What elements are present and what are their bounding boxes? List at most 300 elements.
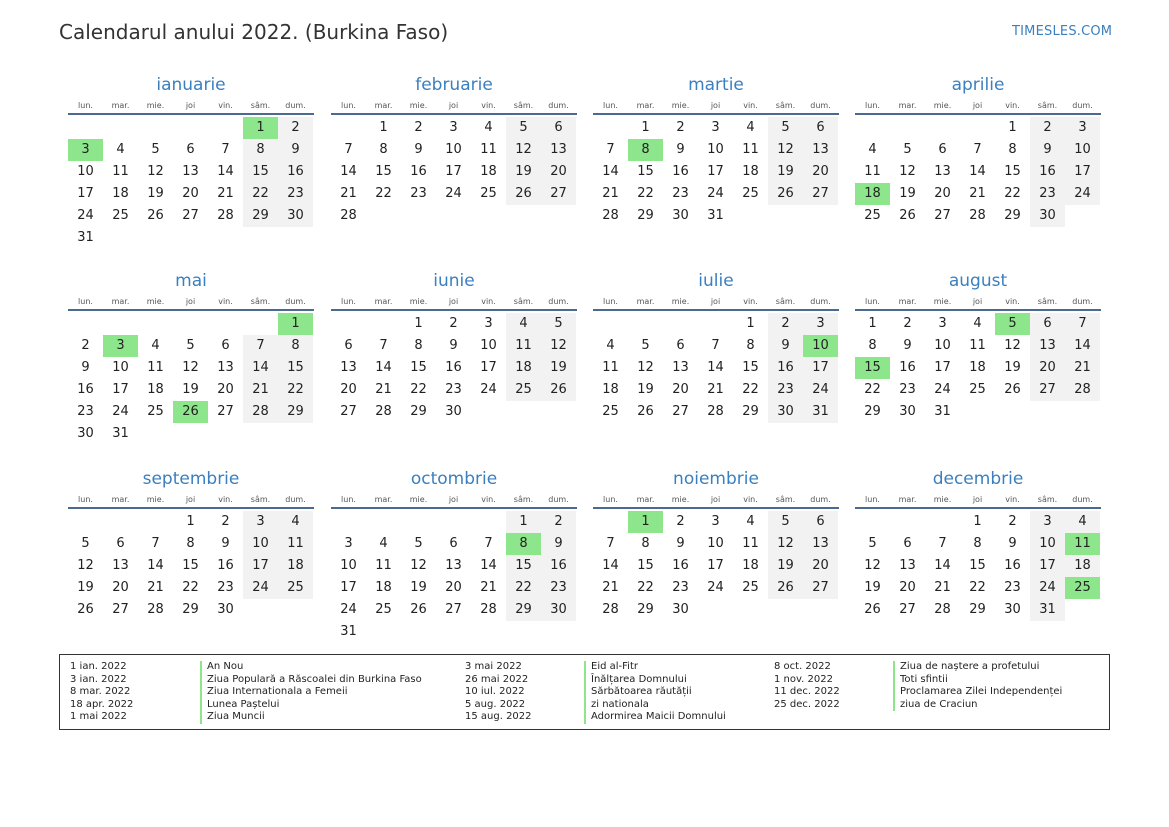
empty-cell (890, 511, 925, 533)
empty-cell (173, 313, 208, 335)
day-cell: 25 (278, 577, 313, 599)
weekday-label: joi (972, 101, 983, 110)
day-cell: 21 (1065, 357, 1100, 379)
weekday-label: sâm. (513, 101, 534, 110)
empty-cell (960, 117, 995, 139)
weekday-header (855, 294, 1101, 311)
day-cell: 27 (899, 602, 916, 617)
day-cell: 22 (742, 382, 759, 397)
day-cell: 4 (506, 313, 541, 335)
day-cell: 21 (602, 186, 619, 201)
month-noiembrie (593, 466, 839, 621)
weekday-label: lun. (78, 101, 93, 110)
weekday-label: vin. (743, 495, 758, 504)
weekday-label: mie. (409, 495, 428, 504)
weekday-label: sâm. (513, 495, 534, 504)
day-cell: 16 (672, 558, 689, 573)
day-cell: 27 (217, 404, 234, 419)
day-cell: 4 (606, 338, 615, 353)
day-cell: 20 (1030, 357, 1065, 379)
holiday-day: 8 (506, 533, 541, 555)
day-cell: 8 (1008, 142, 1017, 157)
day-cell: 3 (938, 316, 947, 331)
day-cell: 11 (506, 335, 541, 357)
day-cell: 1 (379, 120, 388, 135)
holiday-date: 3 mai 2022 (465, 661, 522, 672)
weekday-label: mar. (636, 495, 655, 504)
day-cell: 8 (973, 536, 982, 551)
empty-cell (366, 511, 401, 533)
day-cell: 31 (340, 624, 357, 639)
day-cell: 4 (973, 316, 982, 331)
empty-cell (68, 117, 103, 139)
holiday-day: 8 (628, 139, 663, 161)
holiday-name: Ziua Internationala a Femeii (200, 686, 348, 699)
holiday-name: zi nationala (584, 699, 649, 712)
day-cell: 18 (480, 164, 497, 179)
day-cell: 15 (969, 558, 986, 573)
day-cell: 29 (182, 602, 199, 617)
day-cell: 2 (278, 117, 313, 139)
weekday-label: sâm. (250, 297, 271, 306)
day-cell: 10 (445, 142, 462, 157)
day-cell: 23 (410, 186, 427, 201)
weekday-label: joi (185, 101, 196, 110)
weekday-label: sâm. (775, 297, 796, 306)
holiday-name: Înălțarea Domnului (584, 674, 687, 687)
day-cell: 21 (707, 382, 724, 397)
day-cell: 12 (182, 360, 199, 375)
day-cell: 15 (506, 555, 541, 577)
day-cell: 6 (186, 142, 195, 157)
day-cell: 29 (864, 404, 881, 419)
day-cell: 28 (602, 602, 619, 617)
holiday-day: 5 (995, 313, 1030, 335)
day-cell: 22 (375, 186, 392, 201)
day-cell: 26 (77, 602, 94, 617)
day-cell: 3 (1065, 117, 1100, 139)
weekday-label: sâm. (1037, 495, 1058, 504)
day-cell: 25 (742, 186, 759, 201)
day-cell: 18 (506, 357, 541, 379)
weekday-label: mie. (146, 297, 165, 306)
day-cell: 19 (899, 186, 916, 201)
day-cell: 30 (1030, 205, 1065, 227)
day-cell: 4 (151, 338, 160, 353)
day-cell: 22 (182, 580, 199, 595)
holiday-date: 8 oct. 2022 (774, 661, 831, 672)
day-cell: 11 (278, 533, 313, 555)
day-cell: 24 (707, 580, 724, 595)
weekday-header (593, 492, 839, 509)
day-cell: 21 (340, 186, 357, 201)
day-cell: 14 (602, 164, 619, 179)
weekday-label: vin. (743, 297, 758, 306)
day-cell: 23 (541, 577, 576, 599)
day-cell: 26 (768, 183, 803, 205)
weekday-label: lun. (865, 495, 880, 504)
day-cell: 23 (1004, 580, 1021, 595)
day-cell: 1 (868, 316, 877, 331)
day-cell: 16 (445, 360, 462, 375)
weekday-label: mie. (671, 495, 690, 504)
day-cell: 31 (707, 208, 724, 223)
month-august (855, 268, 1101, 423)
day-cell: 20 (340, 382, 357, 397)
empty-cell (331, 117, 366, 139)
day-cell: 29 (969, 602, 986, 617)
empty-cell (925, 117, 960, 139)
weekday-label: lun. (341, 297, 356, 306)
weekday-label: mar. (111, 101, 130, 110)
empty-cell (436, 511, 471, 533)
day-cell: 15 (182, 558, 199, 573)
month-name: aprilie (951, 75, 1005, 95)
weekday-label: dum. (810, 297, 831, 306)
day-cell: 29 (506, 599, 541, 621)
day-cell: 14 (340, 164, 357, 179)
weekday-label: mie. (933, 101, 952, 110)
day-cell: 25 (112, 208, 129, 223)
holiday-date: 1 ian. 2022 (70, 661, 127, 672)
weekday-label: mar. (898, 495, 917, 504)
day-cell: 17 (480, 360, 497, 375)
day-cell: 22 (410, 382, 427, 397)
month-name: septembrie (142, 469, 240, 489)
day-cell: 12 (637, 360, 654, 375)
day-cell: 14 (969, 164, 986, 179)
weekday-label: mar. (111, 297, 130, 306)
weekday-label: sâm. (250, 101, 271, 110)
day-cell: 3 (449, 120, 458, 135)
empty-cell (663, 313, 698, 335)
day-cell: 27 (182, 208, 199, 223)
day-cell: 12 (899, 164, 916, 179)
holiday-name: Ziua Populară a Răscoalei din Burkina Faso (200, 674, 422, 687)
day-cell: 28 (707, 404, 724, 419)
day-cell: 6 (116, 536, 125, 551)
day-cell: 24 (112, 404, 129, 419)
month-name: ianuarie (156, 75, 226, 95)
weekday-label: mie. (671, 101, 690, 110)
day-cell: 31 (77, 230, 94, 245)
day-cell: 27 (803, 577, 838, 599)
month-ianuarie (68, 72, 314, 249)
day-cell: 22 (969, 580, 986, 595)
weekday-header (855, 492, 1101, 509)
day-cell: 20 (672, 382, 689, 397)
empty-cell (208, 313, 243, 335)
weekday-header (331, 492, 577, 509)
day-cell: 28 (375, 404, 392, 419)
day-cell: 28 (969, 208, 986, 223)
day-cell: 11 (480, 142, 497, 157)
day-cell: 13 (182, 164, 199, 179)
day-cell: 12 (410, 558, 427, 573)
day-cell: 2 (221, 514, 230, 529)
day-cell: 11 (375, 558, 392, 573)
month-name: decembrie (932, 469, 1024, 489)
holiday-day: 1 (628, 511, 663, 533)
day-cell: 30 (899, 404, 916, 419)
day-cell: 3 (1030, 511, 1065, 533)
empty-cell (855, 117, 890, 139)
weekday-label: sâm. (775, 101, 796, 110)
day-cell: 16 (541, 555, 576, 577)
day-grid (68, 511, 314, 621)
month-februarie (331, 72, 577, 227)
day-cell: 17 (1065, 161, 1100, 183)
day-cell: 11 (864, 164, 881, 179)
day-cell: 24 (480, 382, 497, 397)
day-cell: 17 (77, 186, 94, 201)
weekday-label: vin. (218, 495, 233, 504)
day-cell: 20 (899, 580, 916, 595)
weekday-label: vin. (481, 297, 496, 306)
day-cell: 13 (1030, 335, 1065, 357)
day-cell: 25 (864, 208, 881, 223)
day-cell: 28 (340, 208, 357, 223)
weekday-label: mar. (111, 495, 130, 504)
day-cell: 15 (637, 164, 654, 179)
day-cell: 21 (934, 580, 951, 595)
empty-cell (173, 117, 208, 139)
empty-cell (331, 511, 366, 533)
day-cell: 13 (672, 360, 689, 375)
holiday-day: 3 (103, 335, 138, 357)
empty-cell (331, 313, 366, 335)
day-cell: 17 (803, 357, 838, 379)
day-cell: 18 (375, 580, 392, 595)
month-name: februarie (415, 75, 493, 95)
day-cell: 9 (81, 360, 90, 375)
day-cell: 9 (903, 338, 912, 353)
day-cell: 19 (864, 580, 881, 595)
month-name: noiembrie (673, 469, 759, 489)
day-cell: 28 (243, 401, 278, 423)
day-cell: 5 (641, 338, 650, 353)
day-cell: 24 (707, 186, 724, 201)
day-cell: 2 (81, 338, 90, 353)
weekday-label: lun. (341, 101, 356, 110)
day-cell: 1 (414, 316, 423, 331)
weekday-label: lun. (603, 101, 618, 110)
day-cell: 6 (541, 117, 576, 139)
day-cell: 6 (803, 117, 838, 139)
day-cell: 2 (676, 514, 685, 529)
day-grid (593, 117, 839, 227)
day-cell: 12 (864, 558, 881, 573)
day-cell: 24 (340, 602, 357, 617)
day-grid (68, 313, 314, 445)
weekday-header (855, 98, 1101, 115)
weekday-label: vin. (743, 101, 758, 110)
day-cell: 24 (445, 186, 462, 201)
day-cell: 2 (1030, 117, 1065, 139)
day-cell: 6 (1030, 313, 1065, 335)
day-cell: 27 (672, 404, 689, 419)
day-cell: 18 (742, 164, 759, 179)
day-cell: 10 (707, 536, 724, 551)
day-cell: 17 (1030, 555, 1065, 577)
day-cell: 14 (375, 360, 392, 375)
day-cell: 21 (375, 382, 392, 397)
day-cell: 7 (1065, 313, 1100, 335)
day-cell: 17 (707, 164, 724, 179)
day-cell: 22 (637, 186, 654, 201)
day-cell: 23 (278, 183, 313, 205)
weekday-label: sâm. (1037, 297, 1058, 306)
day-cell: 15 (243, 161, 278, 183)
day-cell: 25 (480, 186, 497, 201)
weekday-label: dum. (810, 495, 831, 504)
day-cell: 18 (742, 558, 759, 573)
day-cell: 22 (243, 183, 278, 205)
day-cell: 8 (868, 338, 877, 353)
empty-cell (698, 313, 733, 335)
day-cell: 6 (221, 338, 230, 353)
empty-cell (593, 313, 628, 335)
day-cell: 1 (973, 514, 982, 529)
day-cell: 12 (77, 558, 94, 573)
holiday-day: 15 (855, 357, 890, 379)
day-cell: 3 (243, 511, 278, 533)
month-septembrie (68, 466, 314, 621)
month-name: octombrie (410, 469, 498, 489)
day-cell: 23 (899, 382, 916, 397)
day-cell: 5 (151, 142, 160, 157)
day-cell: 7 (151, 536, 160, 551)
day-cell: 31 (934, 404, 951, 419)
day-cell: 3 (344, 536, 353, 551)
day-cell: 6 (676, 338, 685, 353)
day-cell: 24 (77, 208, 94, 223)
day-cell: 4 (1065, 511, 1100, 533)
weekday-label: dum. (285, 101, 306, 110)
day-cell: 28 (934, 602, 951, 617)
day-cell: 12 (1004, 338, 1021, 353)
empty-cell (593, 117, 628, 139)
day-cell: 30 (672, 208, 689, 223)
day-cell: 19 (541, 357, 576, 379)
day-cell: 10 (480, 338, 497, 353)
day-cell: 14 (1065, 335, 1100, 357)
day-cell: 30 (217, 602, 234, 617)
day-cell: 7 (606, 536, 615, 551)
day-cell: 25 (969, 382, 986, 397)
day-cell: 16 (217, 558, 234, 573)
day-cell: 4 (278, 511, 313, 533)
day-cell: 23 (672, 186, 689, 201)
weekday-label: vin. (1005, 297, 1020, 306)
day-cell: 1 (1008, 120, 1017, 135)
day-cell: 14 (217, 164, 234, 179)
day-cell: 29 (637, 208, 654, 223)
day-cell: 21 (217, 186, 234, 201)
day-cell: 11 (147, 360, 164, 375)
weekday-label: lun. (78, 495, 93, 504)
day-cell: 10 (1065, 139, 1100, 161)
day-cell: 26 (864, 602, 881, 617)
day-cell: 16 (1004, 558, 1021, 573)
weekday-header (68, 294, 314, 311)
holiday-name: An Nou (200, 661, 243, 674)
day-cell: 25 (742, 580, 759, 595)
day-cell: 26 (506, 183, 541, 205)
empty-cell (243, 313, 278, 335)
empty-cell (890, 117, 925, 139)
day-cell: 26 (899, 208, 916, 223)
holiday-day: 26 (173, 401, 208, 423)
day-cell: 21 (480, 580, 497, 595)
weekday-label: lun. (865, 101, 880, 110)
day-cell: 31 (803, 401, 838, 423)
day-cell: 26 (147, 208, 164, 223)
empty-cell (401, 511, 436, 533)
weekday-label: mar. (636, 297, 655, 306)
day-cell: 9 (221, 536, 230, 551)
day-cell: 27 (340, 404, 357, 419)
day-cell: 29 (742, 404, 759, 419)
empty-cell (68, 313, 103, 335)
day-cell: 30 (77, 426, 94, 441)
day-cell: 1 (506, 511, 541, 533)
holiday-date: 11 dec. 2022 (774, 686, 840, 697)
weekday-label: sâm. (513, 297, 534, 306)
day-cell: 13 (112, 558, 129, 573)
empty-cell (628, 313, 663, 335)
holiday-date: 26 mai 2022 (465, 673, 529, 685)
day-cell: 6 (449, 536, 458, 551)
weekday-label: dum. (1072, 495, 1093, 504)
day-grid (855, 313, 1101, 423)
month-name: august (948, 271, 1008, 291)
day-cell: 9 (414, 142, 423, 157)
weekday-header (593, 98, 839, 115)
day-cell: 20 (934, 186, 951, 201)
day-cell: 10 (707, 142, 724, 157)
day-cell: 19 (182, 382, 199, 397)
day-cell: 28 (602, 208, 619, 223)
day-cell: 22 (864, 382, 881, 397)
weekday-label: mie. (933, 297, 952, 306)
day-cell: 5 (186, 338, 195, 353)
day-cell: 24 (1030, 577, 1065, 599)
holiday-name: Ziua de naștere a profetului (893, 661, 1039, 674)
holiday-name: Toti sfintii (893, 674, 948, 687)
day-cell: 31 (112, 426, 129, 441)
day-cell: 5 (768, 511, 803, 533)
day-cell: 20 (112, 580, 129, 595)
day-cell: 24 (243, 577, 278, 599)
empty-cell (593, 511, 628, 533)
day-cell: 13 (541, 139, 576, 161)
day-cell: 30 (672, 602, 689, 617)
day-cell: 18 (1065, 555, 1100, 577)
holiday-date: 1 nov. 2022 (774, 673, 833, 685)
day-cell: 29 (1004, 208, 1021, 223)
day-cell: 9 (278, 139, 313, 161)
day-cell: 14 (147, 558, 164, 573)
day-cell: 25 (506, 379, 541, 401)
day-cell: 9 (768, 335, 803, 357)
day-cell: 5 (506, 117, 541, 139)
day-cell: 10 (243, 533, 278, 555)
brand-link[interactable]: TIMESLES.COM (1012, 24, 1113, 39)
day-cell: 30 (1004, 602, 1021, 617)
day-cell: 23 (1030, 183, 1065, 205)
day-cell: 23 (672, 580, 689, 595)
